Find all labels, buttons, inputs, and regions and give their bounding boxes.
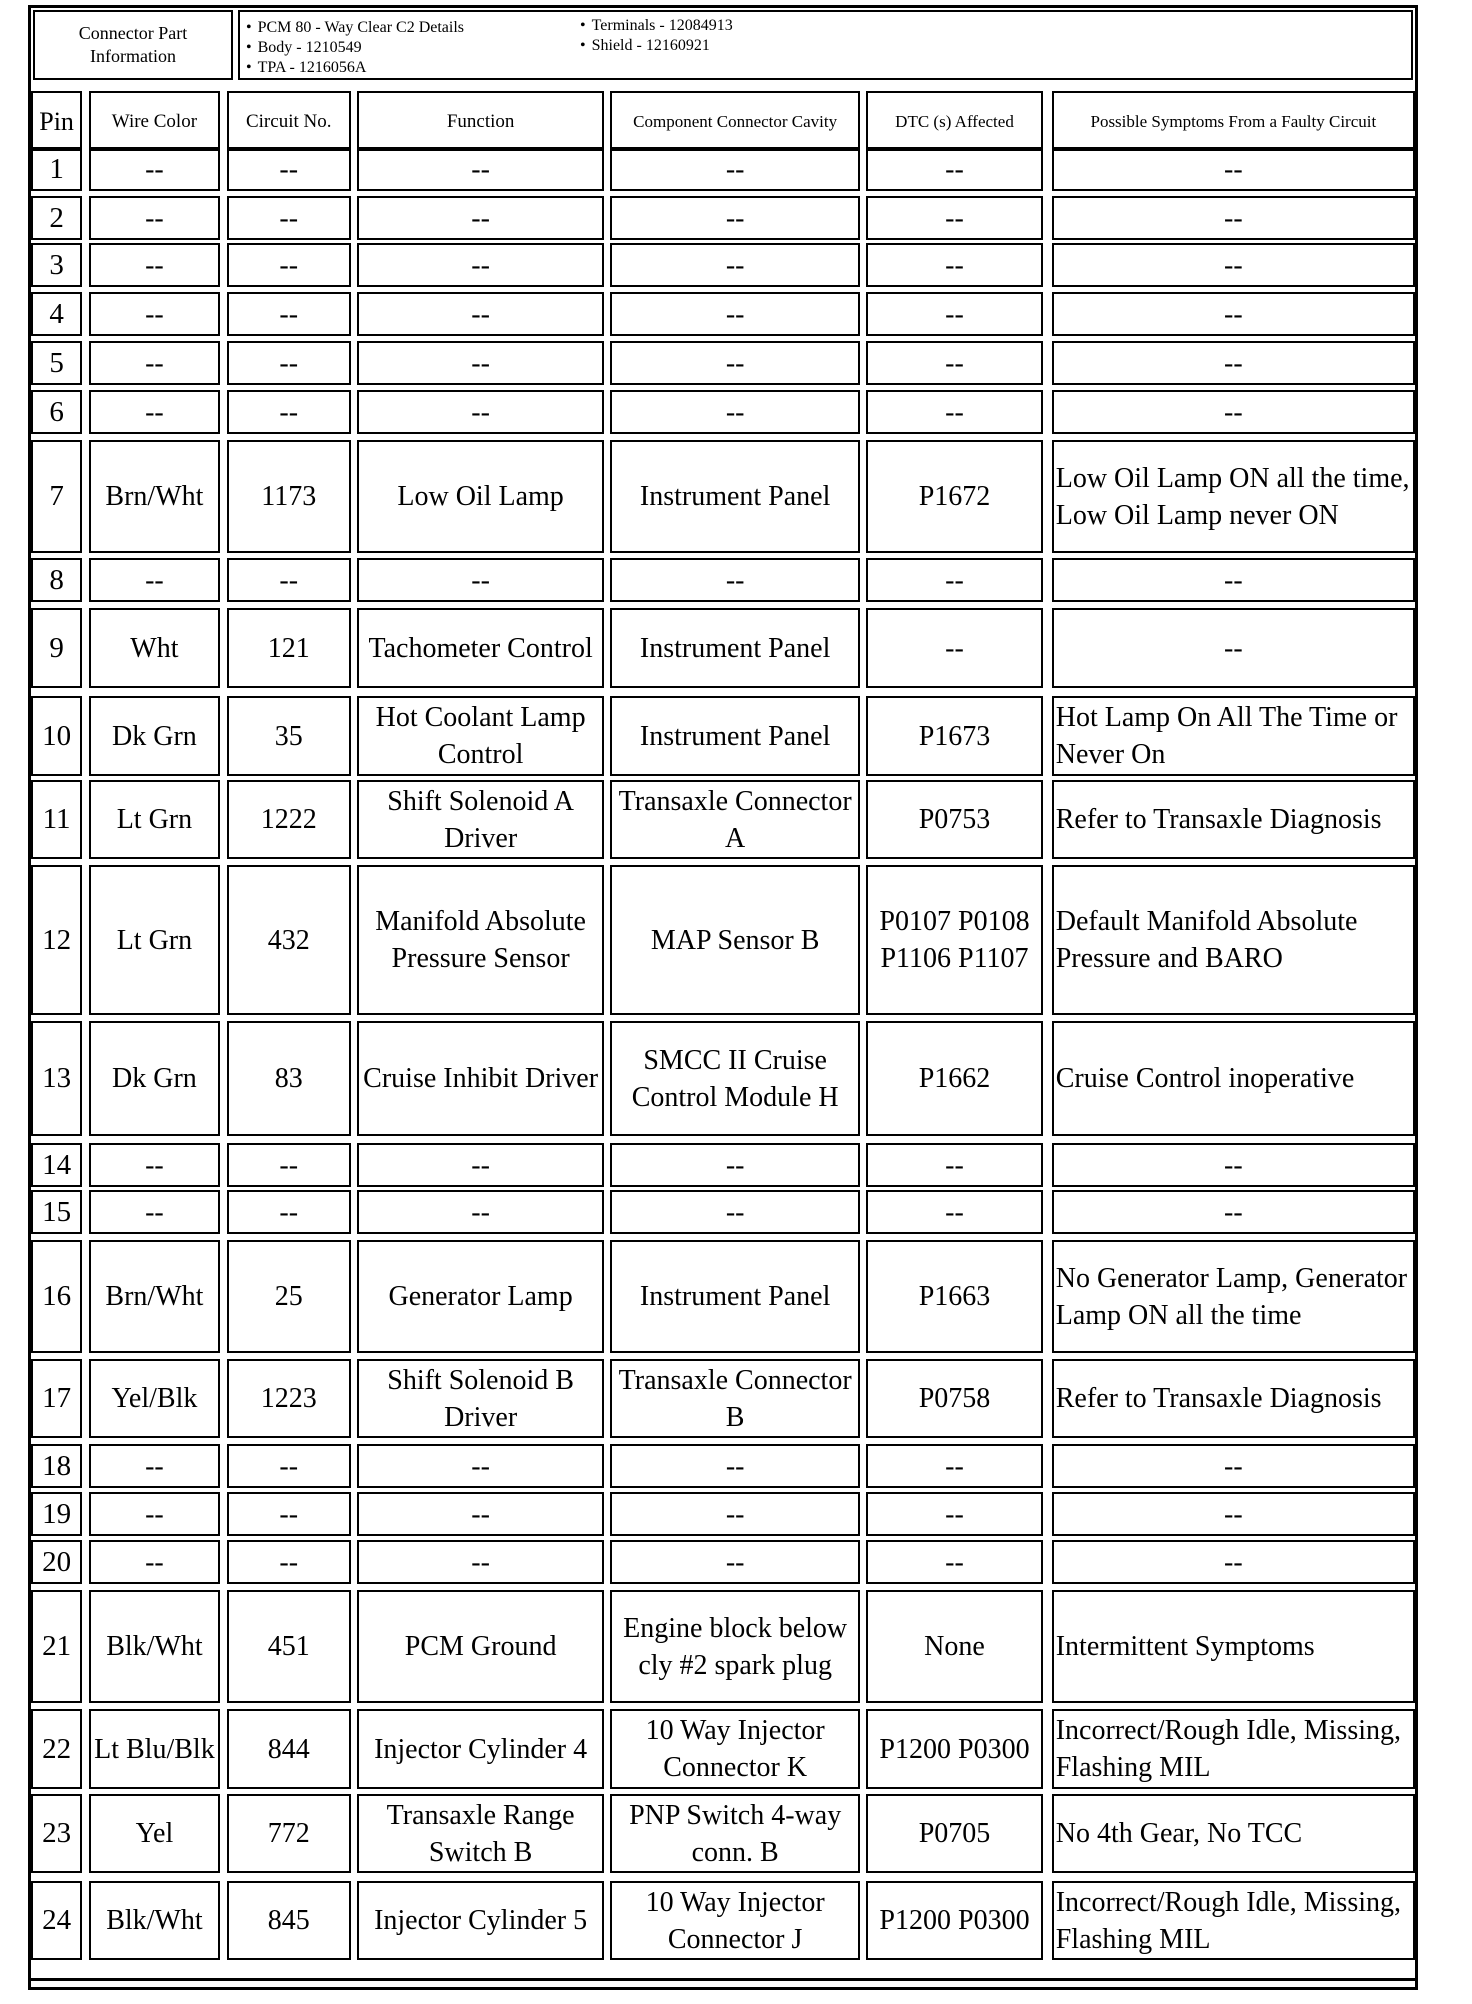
circuit-number-cell: -- (227, 1190, 351, 1234)
wire-color-cell: -- (89, 1540, 221, 1584)
wire-color-cell: Brn/Wht (89, 1240, 221, 1353)
header-symptoms: Possible Symptoms From a Faulty Circuit (1052, 91, 1415, 151)
function-cell: Hot Coolant Lamp Control (357, 696, 604, 776)
wire-color-cell: Lt Blu/Blk (89, 1709, 221, 1789)
circuit-number-cell: 83 (227, 1021, 351, 1136)
component-cavity-cell: Instrument Panel (610, 1240, 859, 1353)
dtc-cell: P1200 P0300 (866, 1709, 1043, 1789)
part-info-item: • Body - 1210549 (246, 38, 464, 58)
circuit-number-cell: -- (227, 292, 351, 336)
dtc-cell: -- (866, 608, 1043, 688)
pin-cell: 20 (31, 1540, 82, 1584)
symptoms-cell: -- (1052, 1540, 1415, 1584)
wire-color-cell: Blk/Wht (89, 1590, 221, 1703)
part-info-item: • Shield - 12160921 (580, 36, 733, 56)
component-cavity-cell: 10 Way Injector Connector K (610, 1709, 859, 1789)
function-cell: -- (357, 558, 604, 602)
pin-cell: 10 (31, 696, 82, 776)
function-cell: -- (357, 1540, 604, 1584)
dtc-cell: P1673 (866, 696, 1043, 776)
function-cell: -- (357, 196, 604, 240)
symptoms-cell: Hot Lamp On All The Time or Never On (1052, 696, 1415, 776)
symptoms-cell: -- (1052, 292, 1415, 336)
function-cell: PCM Ground (357, 1590, 604, 1703)
dtc-cell: P1662 (866, 1021, 1043, 1136)
function-cell: Shift Solenoid A Driver (357, 780, 604, 859)
wire-color-cell: Dk Grn (89, 1021, 221, 1136)
header-function: Function (357, 91, 604, 151)
component-cavity-cell: Transaxle Connector B (610, 1359, 859, 1438)
circuit-number-cell: -- (227, 243, 351, 287)
component-cavity-cell: Instrument Panel (610, 440, 859, 553)
component-cavity-cell: -- (610, 1143, 859, 1187)
component-cavity-cell: Engine block below cly #2 spark plug (610, 1590, 859, 1703)
function-cell: Injector Cylinder 4 (357, 1709, 604, 1789)
function-cell: Transaxle Range Switch B (357, 1794, 604, 1873)
pin-cell: 17 (31, 1359, 82, 1438)
circuit-number-cell: 772 (227, 1794, 351, 1873)
dtc-cell: -- (866, 1492, 1043, 1536)
pin-cell: 24 (31, 1881, 82, 1960)
dtc-cell: -- (866, 1143, 1043, 1187)
component-cavity-cell: -- (610, 1444, 859, 1488)
circuit-number-cell: 1173 (227, 440, 351, 553)
wire-color-cell: -- (89, 341, 221, 385)
component-cavity-cell: -- (610, 558, 859, 602)
symptoms-cell: Cruise Control inoperative (1052, 1021, 1415, 1136)
symptoms-cell: -- (1052, 196, 1415, 240)
pin-cell: 19 (31, 1492, 82, 1536)
component-cavity-cell: -- (610, 147, 859, 191)
pin-cell: 18 (31, 1444, 82, 1488)
function-cell: -- (357, 390, 604, 434)
component-cavity-cell: Instrument Panel (610, 696, 859, 776)
circuit-number-cell: -- (227, 1143, 351, 1187)
pin-cell: 21 (31, 1590, 82, 1703)
dtc-cell: -- (866, 292, 1043, 336)
symptoms-cell: Intermittent Symptoms (1052, 1590, 1415, 1703)
symptoms-cell: -- (1052, 1143, 1415, 1187)
wire-color-cell: -- (89, 292, 221, 336)
circuit-number-cell: 1222 (227, 780, 351, 859)
part-info-item: • PCM 80 - Way Clear C2 Details (246, 18, 464, 38)
dtc-cell: P0107 P0108 P1106 P1107 (866, 865, 1043, 1015)
symptoms-cell: -- (1052, 341, 1415, 385)
pin-cell: 23 (31, 1794, 82, 1873)
pin-cell: 15 (31, 1190, 82, 1234)
dtc-cell: -- (866, 196, 1043, 240)
circuit-number-cell: 121 (227, 608, 351, 688)
symptoms-cell: -- (1052, 1492, 1415, 1536)
dtc-cell: -- (866, 558, 1043, 602)
wire-color-cell: -- (89, 243, 221, 287)
function-cell: Generator Lamp (357, 1240, 604, 1353)
function-cell: -- (357, 292, 604, 336)
component-cavity-cell: Instrument Panel (610, 608, 859, 688)
circuit-number-cell: 1223 (227, 1359, 351, 1438)
function-cell: Manifold Absolute Pressure Sensor (357, 865, 604, 1015)
connector-pinout-sheet (28, 5, 1418, 1990)
symptoms-cell: Low Oil Lamp ON all the time, Low Oil Lamp never ON (1052, 440, 1415, 553)
symptoms-cell: -- (1052, 608, 1415, 688)
component-cavity-cell: -- (610, 196, 859, 240)
circuit-number-cell: -- (227, 196, 351, 240)
circuit-number-cell: 845 (227, 1881, 351, 1960)
function-cell: Low Oil Lamp (357, 440, 604, 553)
function-cell: -- (357, 341, 604, 385)
part-info-item: • TPA - 1216056A (246, 58, 464, 78)
pin-cell: 3 (31, 243, 82, 287)
part-info-item: • Terminals - 12084913 (580, 16, 733, 36)
header-wire-color: Wire Color (89, 91, 221, 151)
pin-cell: 5 (31, 341, 82, 385)
wire-color-cell: -- (89, 558, 221, 602)
function-cell: -- (357, 1444, 604, 1488)
symptoms-cell: -- (1052, 558, 1415, 602)
pin-cell: 11 (31, 780, 82, 859)
wire-color-cell: -- (89, 390, 221, 434)
circuit-number-cell: -- (227, 147, 351, 191)
function-cell: -- (357, 1190, 604, 1234)
wire-color-cell: -- (89, 1190, 221, 1234)
component-cavity-cell: -- (610, 1190, 859, 1234)
symptoms-cell: -- (1052, 1444, 1415, 1488)
circuit-number-cell: 451 (227, 1590, 351, 1703)
function-cell: -- (357, 1492, 604, 1536)
pin-cell: 2 (31, 196, 82, 240)
dtc-cell: P0705 (866, 1794, 1043, 1873)
circuit-number-cell: -- (227, 341, 351, 385)
dtc-cell: P1200 P0300 (866, 1881, 1043, 1960)
wire-color-cell: Yel (89, 1794, 221, 1873)
circuit-number-cell: 844 (227, 1709, 351, 1789)
dtc-cell: -- (866, 341, 1043, 385)
function-cell: Tachometer Control (357, 608, 604, 688)
circuit-number-cell: -- (227, 558, 351, 602)
component-cavity-cell: SMCC II Cruise Control Module H (610, 1021, 859, 1136)
component-cavity-cell: -- (610, 1540, 859, 1584)
component-cavity-cell: 10 Way Injector Connector J (610, 1881, 859, 1960)
wire-color-cell: Dk Grn (89, 696, 221, 776)
header-dtc: DTC (s) Affected (866, 91, 1043, 151)
circuit-number-cell: 25 (227, 1240, 351, 1353)
circuit-number-cell: 35 (227, 696, 351, 776)
component-cavity-cell: Transaxle Connector A (610, 780, 859, 859)
header-circuit-number: Circuit No. (227, 91, 351, 151)
pin-cell: 1 (31, 147, 82, 191)
wire-color-cell: Wht (89, 608, 221, 688)
wire-color-cell: -- (89, 196, 221, 240)
symptoms-cell: -- (1052, 1190, 1415, 1234)
component-cavity-cell: MAP Sensor B (610, 865, 859, 1015)
dtc-cell: P1672 (866, 440, 1043, 553)
pin-cell: 13 (31, 1021, 82, 1136)
dtc-cell: P0758 (866, 1359, 1043, 1438)
header-component-cavity: Component Connector Cavity (610, 91, 859, 151)
function-cell: -- (357, 243, 604, 287)
wire-color-cell: Lt Grn (89, 865, 221, 1015)
component-cavity-cell: -- (610, 292, 859, 336)
dtc-cell: P1663 (866, 1240, 1043, 1353)
bottom-rule (31, 1978, 1415, 1981)
function-cell: -- (357, 147, 604, 191)
symptoms-cell: -- (1052, 243, 1415, 287)
dtc-cell: -- (866, 1540, 1043, 1584)
wire-color-cell: Yel/Blk (89, 1359, 221, 1438)
pin-cell: 8 (31, 558, 82, 602)
wire-color-cell: -- (89, 1143, 221, 1187)
pin-cell: 4 (31, 292, 82, 336)
dtc-cell: -- (866, 243, 1043, 287)
dtc-cell: -- (866, 1444, 1043, 1488)
component-cavity-cell: -- (610, 243, 859, 287)
pin-cell: 14 (31, 1143, 82, 1187)
symptoms-cell: Incorrect/Rough Idle, Missing, Flashing MIL (1052, 1709, 1415, 1789)
dtc-cell: -- (866, 147, 1043, 191)
symptoms-cell: No Generator Lamp, Generator Lamp ON all the time (1052, 1240, 1415, 1353)
wire-color-cell: -- (89, 147, 221, 191)
wire-color-cell: Lt Grn (89, 780, 221, 859)
wire-color-cell: -- (89, 1492, 221, 1536)
pin-cell: 12 (31, 865, 82, 1015)
wire-color-cell: Blk/Wht (89, 1881, 221, 1960)
pin-cell: 16 (31, 1240, 82, 1353)
part-info-title: Connector Part Information (33, 10, 233, 80)
component-cavity-cell: PNP Switch 4-way conn. B (610, 1794, 859, 1873)
symptoms-cell: Refer to Transaxle Diagnosis (1052, 780, 1415, 859)
dtc-cell: -- (866, 1190, 1043, 1234)
dtc-cell: P0753 (866, 780, 1043, 859)
pin-cell: 6 (31, 390, 82, 434)
component-cavity-cell: -- (610, 1492, 859, 1536)
header-pin: Pin (31, 91, 82, 151)
component-cavity-cell: -- (610, 341, 859, 385)
pin-cell: 7 (31, 440, 82, 553)
wire-color-cell: Brn/Wht (89, 440, 221, 553)
circuit-number-cell: -- (227, 1540, 351, 1584)
dtc-cell: -- (866, 390, 1043, 434)
component-cavity-cell: -- (610, 390, 859, 434)
symptoms-cell: No 4th Gear, No TCC (1052, 1794, 1415, 1873)
pin-cell: 22 (31, 1709, 82, 1789)
circuit-number-cell: -- (227, 390, 351, 434)
function-cell: Injector Cylinder 5 (357, 1881, 604, 1960)
symptoms-cell: -- (1052, 390, 1415, 434)
pin-cell: 9 (31, 608, 82, 688)
symptoms-cell: Incorrect/Rough Idle, Missing, Flashing MIL (1052, 1881, 1415, 1960)
symptoms-cell: -- (1052, 147, 1415, 191)
wire-color-cell: -- (89, 1444, 221, 1488)
symptoms-cell: Refer to Transaxle Diagnosis (1052, 1359, 1415, 1438)
function-cell: -- (357, 1143, 604, 1187)
pinout-table (31, 8, 1415, 1987)
circuit-number-cell: -- (227, 1492, 351, 1536)
dtc-cell: None (866, 1590, 1043, 1703)
circuit-number-cell: 432 (227, 865, 351, 1015)
function-cell: Cruise Inhibit Driver (357, 1021, 604, 1136)
function-cell: Shift Solenoid B Driver (357, 1359, 604, 1438)
circuit-number-cell: -- (227, 1444, 351, 1488)
symptoms-cell: Default Manifold Absolute Pressure and BARO (1052, 865, 1415, 1015)
